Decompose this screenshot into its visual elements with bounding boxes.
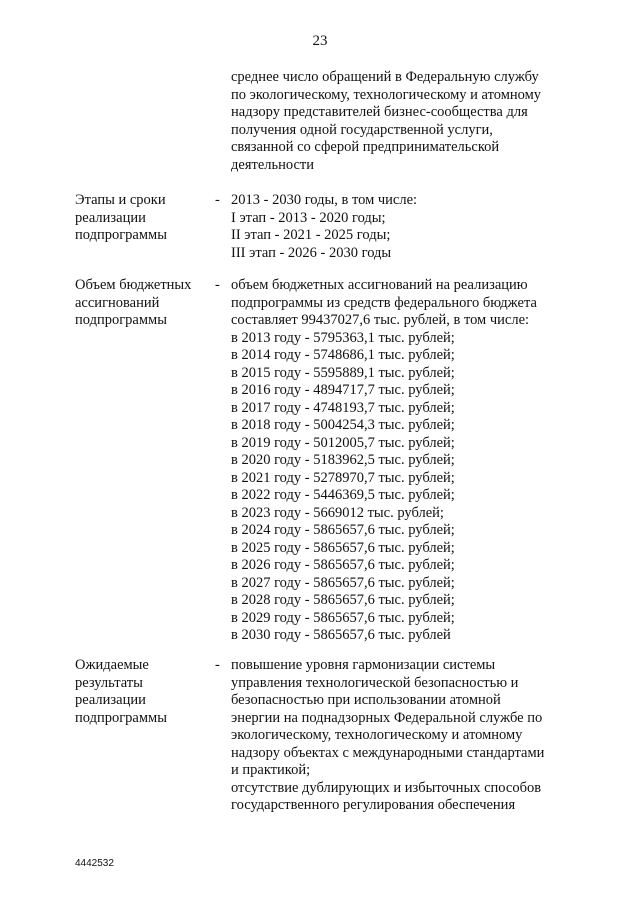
value-line: в 2020 году - 5183962,5 тыс. рублей; xyxy=(231,452,455,468)
intro-block xyxy=(231,69,571,174)
section-label xyxy=(75,192,210,245)
label-line: результаты xyxy=(75,674,143,691)
label-line: Этапы и сроки xyxy=(75,192,166,208)
label-line: подпрограммы xyxy=(75,227,167,243)
intro-line: связанной со сферой предпринимательской xyxy=(231,139,500,155)
value-line: в 2014 году - 5748686,1 тыс. рублей; xyxy=(231,347,455,363)
value-line: надзору объектах с международными стандартами xyxy=(231,744,545,761)
intro-line: среднее число обращений в Федеральную службу xyxy=(231,69,539,85)
value-line: в 2015 году - 5595889,1 тыс. рублей; xyxy=(231,364,455,381)
section-label xyxy=(75,657,210,727)
value-line: в 2023 году - 5669012 тыс. рублей; xyxy=(231,504,444,521)
document-id: 4442532 xyxy=(75,858,114,869)
value-line: в 2022 году - 5446369,5 тыс. рублей; xyxy=(231,487,455,503)
label-line: реализации xyxy=(75,692,146,708)
value-line: в 2024 году - 5865657,6 тыс. рублей; xyxy=(231,522,455,538)
value-line: составляет 99437027,6 тыс. рублей, в том числе: xyxy=(231,312,530,328)
label-line: ассигнований xyxy=(75,294,160,311)
intro-line: надзору представителей бизнес-сообщества для xyxy=(231,104,528,120)
value-line: в 2017 году - 4748193,7 тыс. рублей; xyxy=(231,399,455,416)
value-line: I этап - 2013 - 2020 годы; xyxy=(231,209,386,226)
value-line: в 2019 году - 5012005,7 тыс. рублей; xyxy=(231,434,455,451)
value-line: в 2021 году - 5278970,7 тыс. рублей; xyxy=(231,469,455,486)
dash-separator: - xyxy=(215,277,220,293)
value-line: отсутствие дублирующих и избыточных способов xyxy=(231,779,542,796)
section-value xyxy=(231,277,571,645)
value-line: энергии на поднадзорных Федеральной службе по xyxy=(231,709,543,726)
page-number: 23 xyxy=(312,33,328,49)
value-line: в 2027 году - 5865657,6 тыс. рублей; xyxy=(231,574,455,591)
label-line: подпрограммы xyxy=(75,312,167,328)
value-line: и практикой; xyxy=(231,762,311,778)
value-line: II этап - 2021 - 2025 годы; xyxy=(231,227,391,243)
value-line: подпрограммы из средств федерального бюджета xyxy=(231,294,537,311)
value-line: в 2013 году - 5795363,1 тыс. рублей; xyxy=(231,329,455,346)
value-line: в 2025 году - 5865657,6 тыс. рублей; xyxy=(231,539,455,556)
intro-line: по экологическому, технологическому и атомному xyxy=(231,86,542,103)
section-value xyxy=(231,192,571,262)
value-line: государственного регулирования обеспечения xyxy=(231,797,516,813)
section-value xyxy=(231,657,571,815)
label-line: подпрограммы xyxy=(75,709,167,726)
intro-line: получения одной государственной услуги, xyxy=(231,121,493,138)
value-line: в 2018 году - 5004254,3 тыс. рублей; xyxy=(231,417,455,433)
value-line: объем бюджетных ассигнований на реализацию xyxy=(231,277,528,293)
value-line: III этап - 2026 - 2030 годы xyxy=(231,244,392,261)
dash-separator: - xyxy=(215,192,220,208)
value-line: в 2016 году - 4894717,7 тыс. рублей; xyxy=(231,382,455,398)
value-line: безопасностью при использовании атомной xyxy=(231,692,501,708)
dash-separator: - xyxy=(215,657,220,673)
value-line: в 2029 году - 5865657,6 тыс. рублей; xyxy=(231,609,455,626)
value-line: экологическому, технологическому и атомному xyxy=(231,727,523,743)
label-line: Ожидаемые xyxy=(75,657,149,673)
value-line: 2013 - 2030 годы, в том числе: xyxy=(231,192,418,208)
label-line: Объем бюджетных xyxy=(75,277,192,293)
label-line: реализации xyxy=(75,209,146,226)
value-line: повышение уровня гармонизации системы xyxy=(231,657,496,673)
value-line: управления технологической безопасностью и xyxy=(231,674,519,691)
value-line: в 2026 году - 5865657,6 тыс. рублей; xyxy=(231,557,455,573)
value-line: в 2030 году - 5865657,6 тыс. рублей xyxy=(231,627,451,643)
value-line: в 2028 году - 5865657,6 тыс. рублей; xyxy=(231,592,455,608)
section-label xyxy=(75,277,210,330)
intro-line: деятельности xyxy=(231,156,315,173)
